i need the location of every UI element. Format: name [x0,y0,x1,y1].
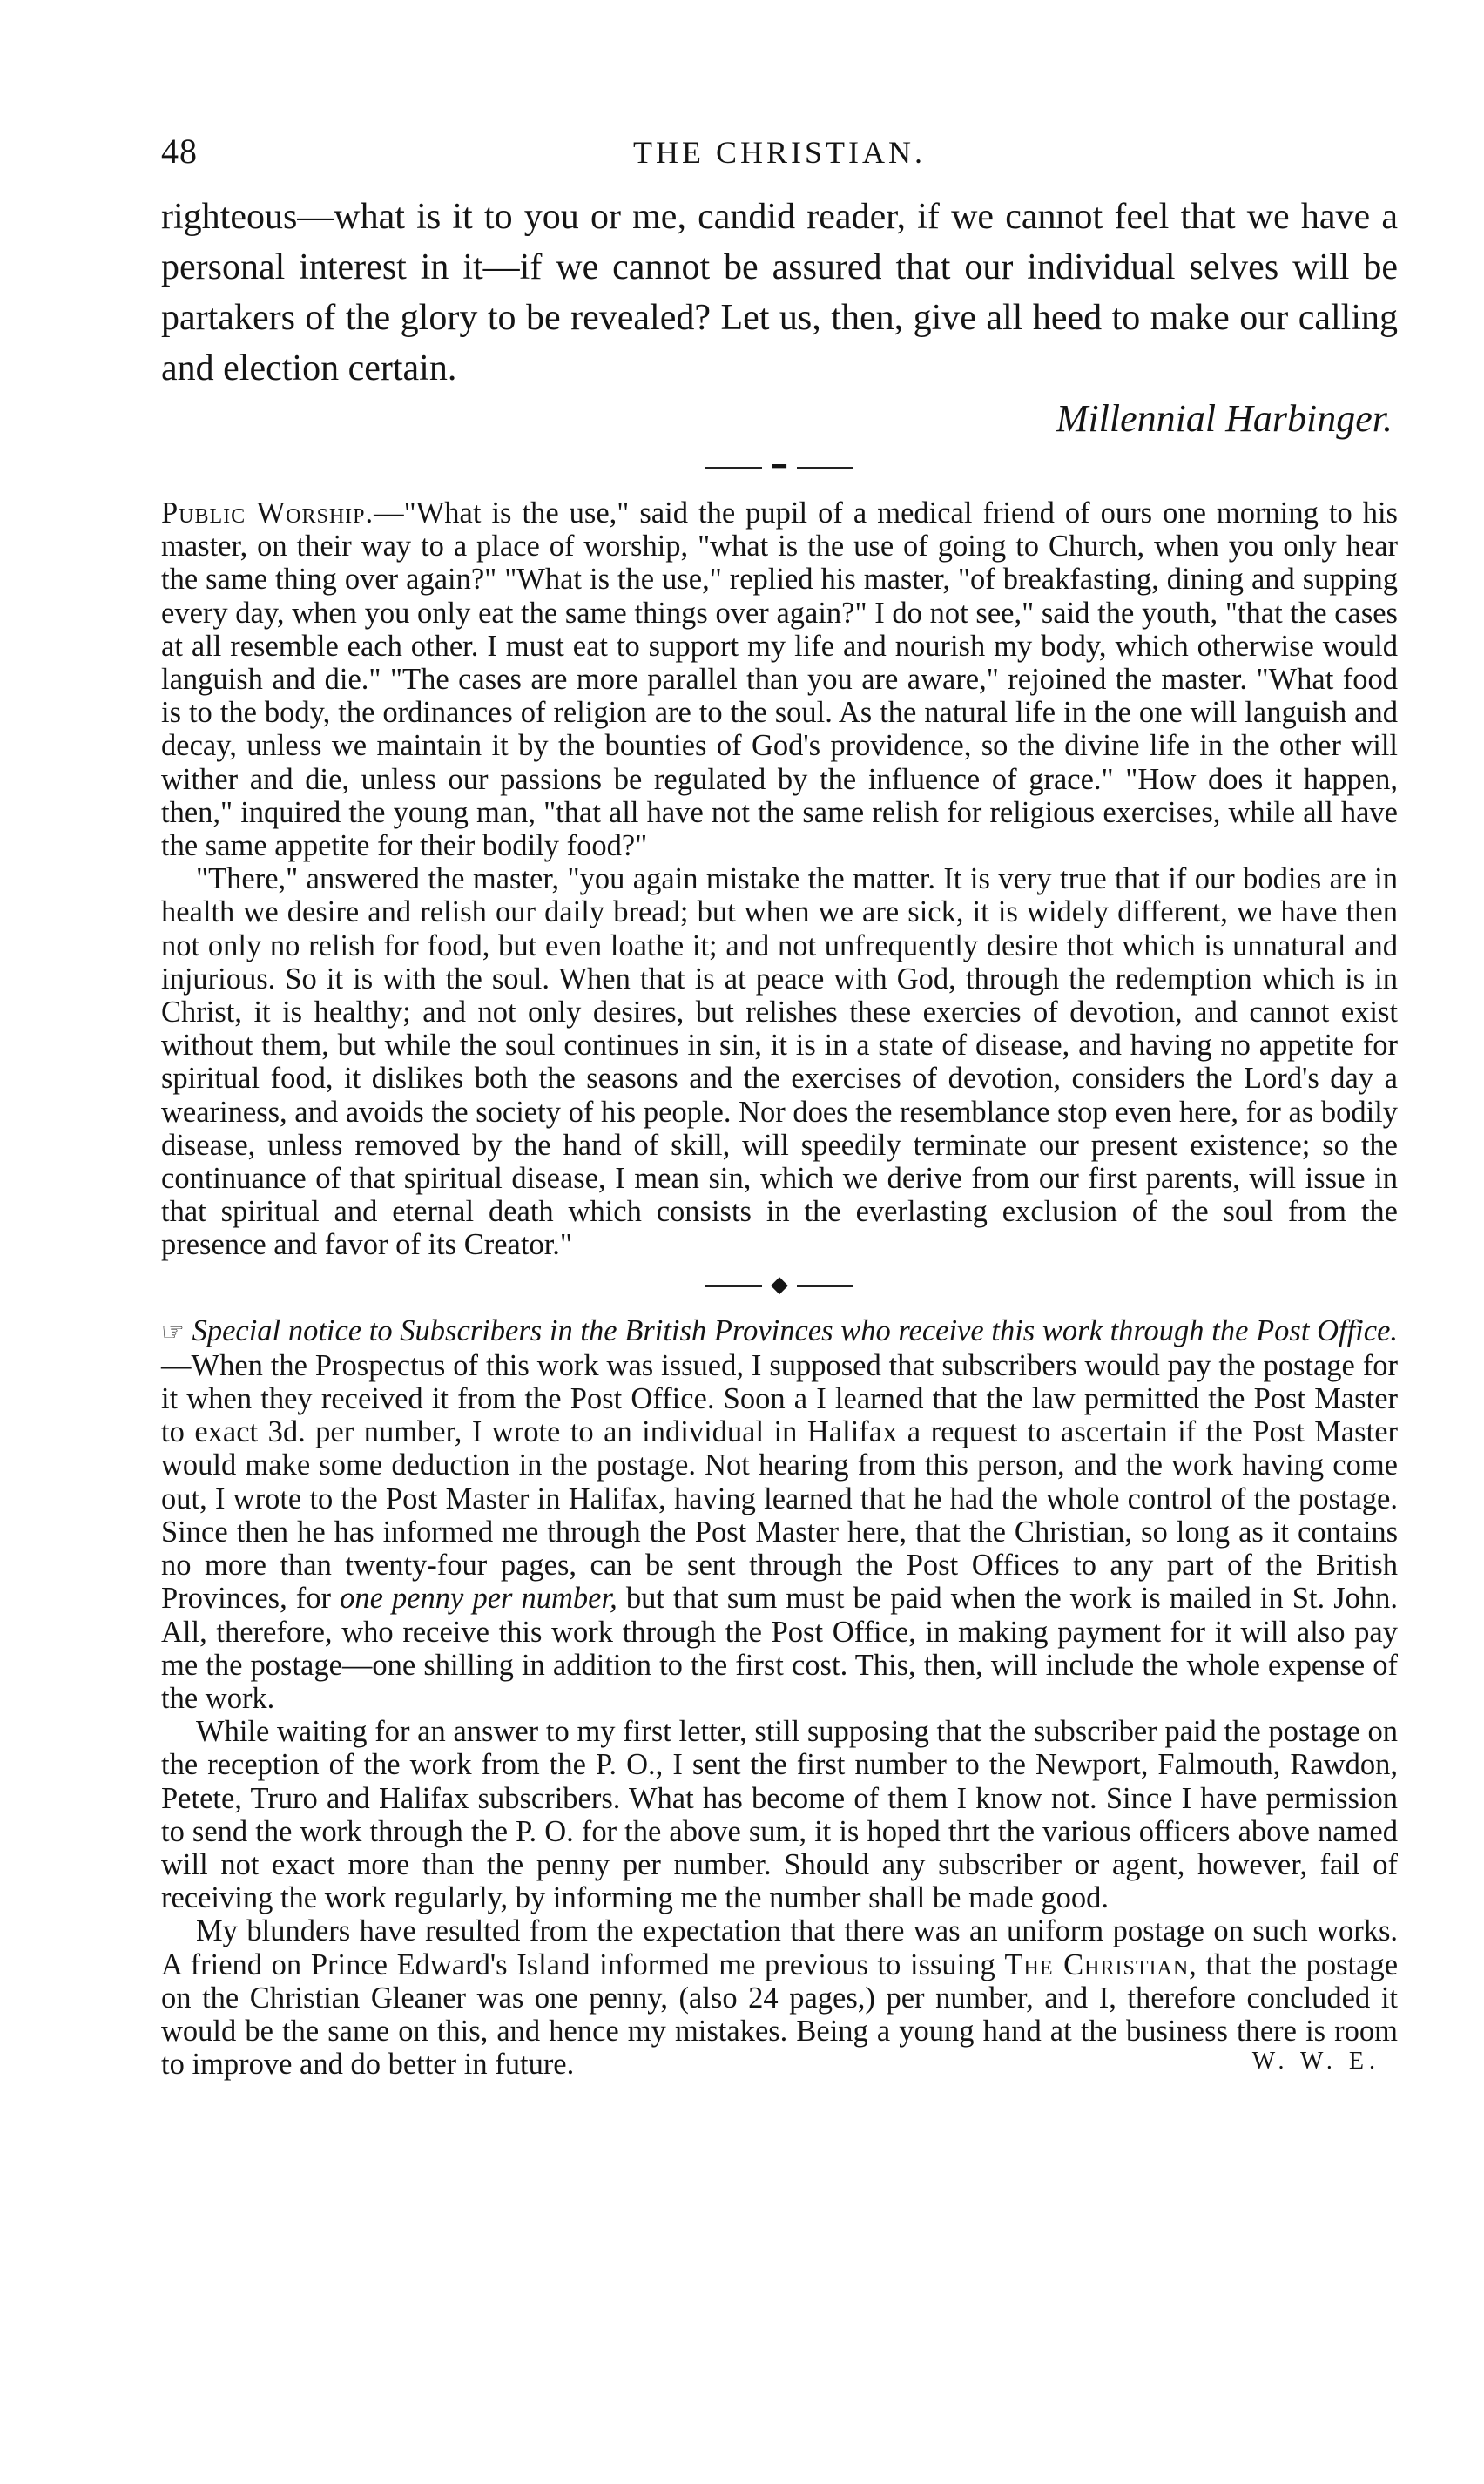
notice-section [161,1313,1399,2082]
paragraph-text: —"What is the use," said the pupil of a medical friend of ours one morning to his master, on their way to a place of worship, "what is the use of going to Church, when you only hear the same thing over again?" "What is the use," replied his master, "of breakfasting, dining and supping every day, when you only eat the same things over again?" I do not see," said the youth, "that the cases at all resemble each other. I must eat to support my life and nourish my body, which otherwise would languish and die." "The cases are more parallel than you are aware," rejoined the master. "What food is to the body, the ordinances of religion are to the soul. As the natural life in the one will languish and decay, unless we maintain it by the bounties of God's providence, so the divine life in the other will wither and die, unless our passions be regulated by the influence of grace." "How does it happen, then," inquired the young man, "that all have not the same relish for religious exercises, while all have the same appetite for their bodily food?" [161,496,1398,863]
page [161,131,1399,2082]
paragraph-text: , that the postage on the Christian Gleaner was one penny, (also 24 pages,) per number, and I, therefore concluded it would be the same on this, and hence my mistakes. Being a young hand at the business there is room to improve and do better in future. [161,1947,1399,2082]
emphasis-text: one penny per number, [340,1582,617,1616]
divider-ornament-icon: ━ [762,452,797,482]
section-divider [161,1262,1398,1314]
signature: W. W. E. [1251,2048,1380,2076]
paragraph-text: but that sum must be paid when the work is mailed in St. John. All, therefore, who receive this work through the Post Office, in making payment for it will also pay me the postage—one shilling in addition to the first cost. This, then, will include the whole expense of the work. [161,1582,1399,1715]
public-worship-paragraph: "There," answered the master, "you again mistake the matter. It is very true that if our bodies are in health we desire and relish our daily bread; but when we are sick, it is widely different, we have then not only no relish for food, but even loathe it; and not unfrequently desire thot which is unnatural and injurious. So it is with the soul. When that is at peace with God, through the redemption which is in Christ, it is healthy; and not only desires, but relishes these exercies of devotion, and cannot exist without them, but while the soul continues in sin, it is in a state of disease, and having no appetite for spiritual food, it dislikes both the seasons and the exercises of devotion, considers the Lord's day a weariness, and avoids the society of his people. Nor does the resemblance stop even here, for as bodily disease, unless removed by the hand of skill, will speedily terminate our present existence; so the continuance of that spiritual disease, I mean sin, which we derive from our first parents, will issue in that spiritual and eternal death which consists in the everlasting exclusion of the soul from the presence and favor of its Creator." [161,862,1398,1262]
section-divider [161,444,1398,496]
paragraph-text: —When the Prospectus of this work was issued, I supposed that subscribers would pay the postage for it when they received it from the Post Office. Soon a I learned that the law permitted the Post Master to exact 3d. per number, I wrote to an individual in Halifax a request to ascertain if the Post Master would make some deduction in the postage. Not hearing from this person, and the work having come out, I wrote to the Post Master in Halifax, having learned that he had the whole control of the postage. Since then he has informed me through the Post Master here, that the Christian, so long as it contains no more than twenty-four pages, can be sent through the Post Offices to any part of the British Provinces, for [161,1348,1398,1616]
public-worship-section [161,496,1398,1262]
notice-paragraph: While waiting for an answer to my first letter, still supposing that the subscriber paid the postage on the reception of the work from the P. O., I sent the first number to the Newport, Falmouth, Rawdon, Petete, Truro and Halifax subscribers. What has become of them I know not. Since I have permission to send the work through the P. O. for the above sum, it is hoped thrt the various officers above named will not exact more than the penny per number. Should any subscriber or agent, however, fail of receiving the work regularly, by informing me the number shall be made good. [161,1715,1398,1915]
notice-paragraph [161,1314,1398,1715]
pointing-hand-icon: ☞ [161,1317,185,1347]
divider-ornament-icon: ◆ [762,1270,797,1299]
public-worship-paragraph [161,496,1398,862]
section-heading: Public Worship. [161,496,374,530]
notice-heading: Special notice to Subscribers in the British Provinces who receive this work through the Post Office. [192,1313,1399,1347]
paragraph-text: My blunders have resulted from the expectation that there was an uniform postage on such works. A friend on Prince Edward's Island informed me previous to issuing [161,1914,1398,1981]
intro-paragraph: righteous—what is it to you or me, candid reader, if we cannot feel that we have a personal interest in it—if we cannot be assured that our individual selves will be partakers of the glory to be revealed? Let us, then, give all heed to make our calling and election certain. [161,197,1398,388]
publication-title: The Christian [1004,1947,1190,1981]
page-number: 48 [161,132,198,171]
intro-section [161,192,1398,444]
running-title: THE CHRISTIAN. [633,135,926,170]
attribution: Millennial Harbinger. [1056,397,1393,440]
page-header [161,131,1398,192]
